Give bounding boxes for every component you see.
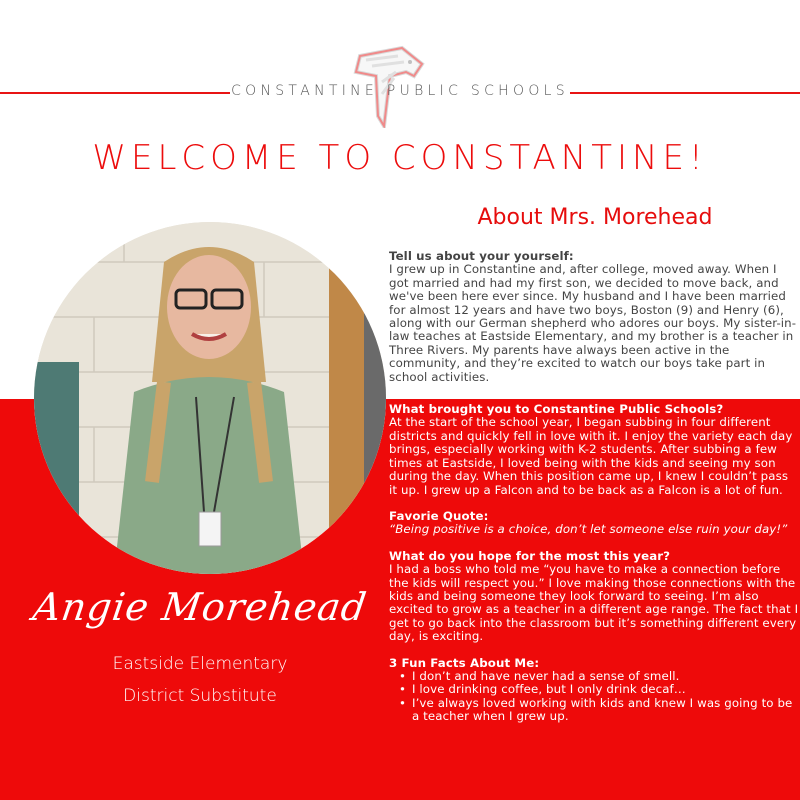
teacher-name: Angie Morehead (30, 585, 370, 629)
fun-facts-list (389, 670, 799, 724)
page-title: WELCOME TO CONSTANTINE! (92, 138, 708, 178)
about-section-quote (389, 510, 799, 537)
question-heading: Tell us about your yourself: (389, 249, 574, 263)
about-heading: About Mrs. Morehead (477, 205, 713, 230)
question-heading: Favorie Quote: (389, 508, 489, 523)
answer-text: I had a boss who told me “you have to make a connection before the kids will respect you.” I love making those connections with the kids and being someone they look forward to seeing. I’m also excited to grow as a teacher in a different age range. The fact that I get to go back into the classroom but it’s something different every day, is exciting. (389, 562, 799, 644)
about-content (389, 250, 799, 724)
list-item: • I don’t and have never had a sense of smell. (399, 670, 799, 683)
header-rule-right (570, 92, 800, 94)
list-item: • I’ve always loved working with kids and knew I was going to be a teacher when I grew up. (399, 697, 799, 724)
about-section-yourself (389, 250, 799, 384)
question-heading: 3 Fun Facts About Me: (389, 655, 540, 670)
question-heading: What brought you to Constantine Public Schools? (389, 402, 724, 417)
school-name: CONSTANTINE PUBLIC SCHOOLS (231, 83, 569, 99)
about-section-hopes (389, 550, 799, 644)
teacher-portrait-photo (34, 222, 386, 574)
teacher-school: Eastside Elementary (112, 654, 288, 674)
list-item: • I love drinking coffee, but I only drink decaf… (399, 683, 799, 696)
question-heading: What do you hope for the most this year? (389, 548, 671, 563)
teacher-role: District Substitute (123, 686, 277, 706)
answer-text: At the start of the school year, I began subbing in four different districts and quickly fell in love with it. I enjoy the variety each day brings, especially working with K-2 students. After subbing a few times at Eastside, I loved being with the kids and seeing my son during the day. When this position came up, I knew I couldn’t pass it up. I grew up a Falcon and to be back as a Falcon is a lot of fun. (389, 415, 793, 497)
header-rule-left (0, 92, 230, 94)
answer-text: I grew up in Constantine and, after college, moved away. When I got married and had my first son, we decided to move back, and we've been here ever since. My husband and I have been married for almost 12 years and have two boys, Boston (9) and Henry (6), along with our German shepherd who adores our boys. My sister-in-law teaches at Eastside Elementary, and my brother is a teacher in Three Rivers. My parents have always been active in the community, and they’re excited to watch our boys take part in school activities. (389, 262, 797, 384)
favorite-quote: “Being positive is a choice, don’t let someone else ruin your day!” (389, 522, 788, 537)
about-section-fun-facts (389, 657, 799, 724)
about-section-why-cps (389, 403, 799, 497)
